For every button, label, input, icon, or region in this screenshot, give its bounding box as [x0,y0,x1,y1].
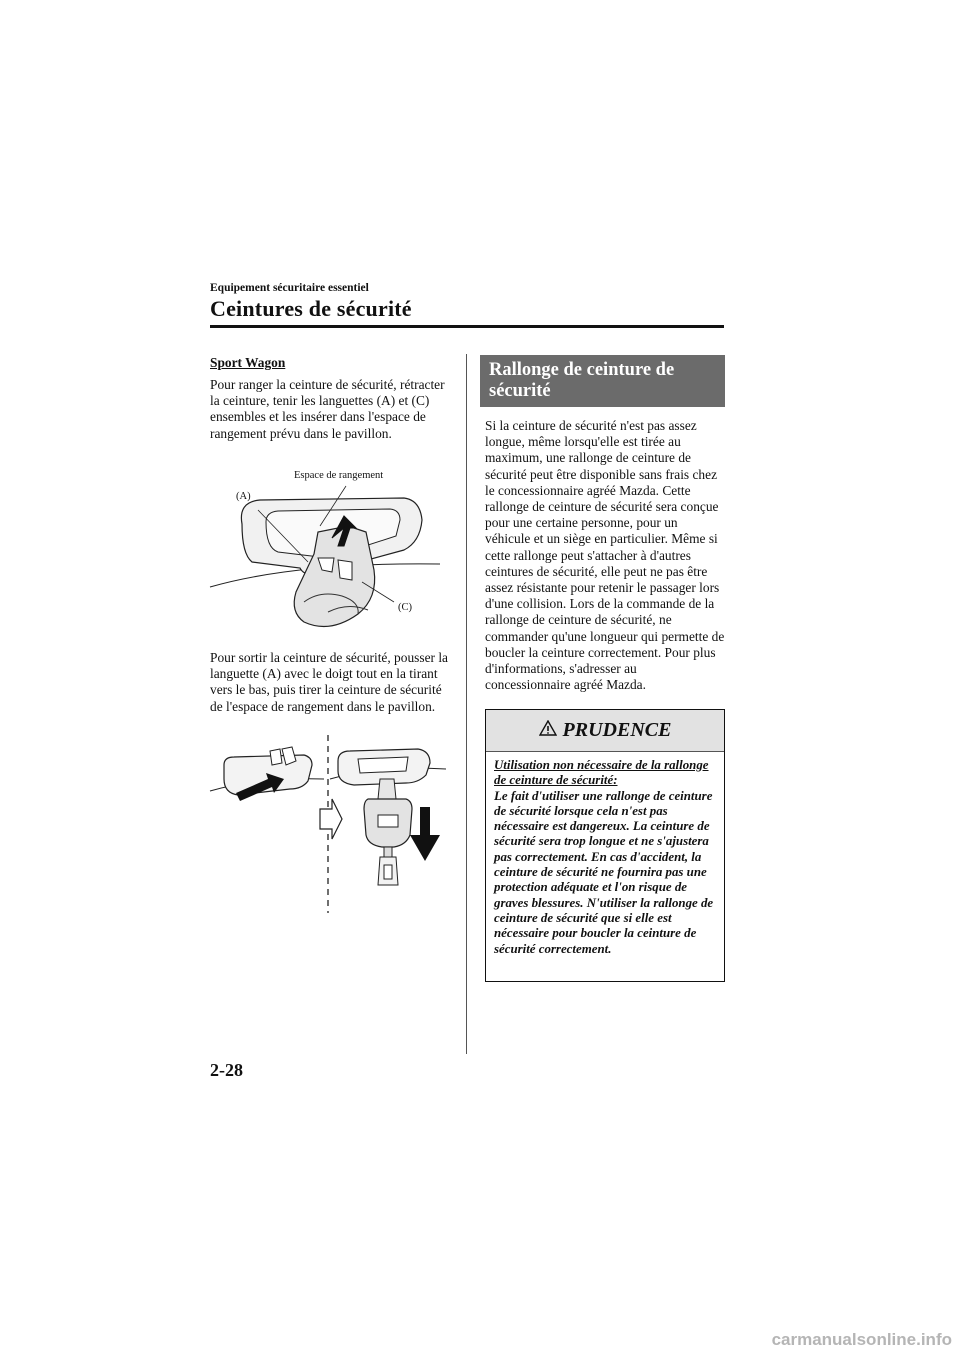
label-a: (A) [236,491,251,502]
belt-removal-illustration [208,735,448,915]
figure-belt-removal [208,735,448,915]
label-espace-de-rangement: Espace de rangement [294,470,384,481]
paragraph-store-belt: Pour ranger la ceinture de sécurité, rétracter la ceinture, tenir les languettes (A) et (C) ensembles et les insérer dans l'espace de rangement prévu dans le pavillon. [210,377,445,441]
column-divider [466,354,467,1054]
paragraph-rallonge: Si la ceinture de sécurité n'est pas assez longue, même lorsqu'elle est tirée au maximum, une rallonge de ceinture de sécurité peut être disponible sans frais chez le concessionnaire agréé Mazda. Cette rallonge de ceinture de sécurité sera conçue pour une certaine personne, pour un véhicule et un siège en particulier. Même si cette rallonge peut s'attacher à d'autres ceintures de sécurité, elle peut ne pas être assez résistante pour retenir le passager lors d'une collision. Lors de la commande de la rallonge de ceinture de sécurité, ne commander qu'une longueur qui permette de boucler la ceinture correctement. Pour plus d'informations, s'adresser au concessionnaire agréé Mazda. [485,418,725,693]
title-rule [210,325,724,328]
page-number: 2-28 [210,1060,243,1080]
label-c: (C) [398,602,412,613]
watermark: carmanualsonline.info [771,1330,952,1349]
caution-title: PRUDENCE [562,719,672,741]
section-label: Equipement sécuritaire essentiel [210,282,369,294]
caution-box [485,709,725,982]
subheading-sport-wagon: Sport Wagon [210,355,286,370]
caution-header [486,710,724,752]
belt-storage-illustration [208,462,448,642]
paragraph-remove-belt: Pour sortir la ceinture de sécurité, pousser la languette (A) avec le doigt tout en la tirant vers le bas, puis tirer la ceinture de sécurité de l'espace de rangement dans le pavillon. [210,650,448,714]
caution-text: Le fait d'utiliser une rallonge de ceinture de sécurité lorsque cela n'est pas nécessaire est dangereux. La ceinture de sécurité sera trop longue et ne s'ajustera pas correctement. En cas d'accident, la ceinture de sécurité ne fournira pas une protection adéquate et l'on risque de graves blessures. N'utiliser la rallonge de ceinture de sécurité que si elle est nécessaire pour boucler la ceinture de sécurité correctement. [494,788,714,956]
page-title: Ceintures de sécurité [210,296,412,321]
caution-subtitle: Utilisation non nécessaire de la rallonge de ceinture de sécurité: [494,758,709,788]
warning-triangle-icon [539,720,557,741]
figure-belt-storage [208,462,448,642]
caution-body [486,752,724,957]
section-banner-rallonge: Rallonge de ceinture de sécurité [480,355,725,407]
